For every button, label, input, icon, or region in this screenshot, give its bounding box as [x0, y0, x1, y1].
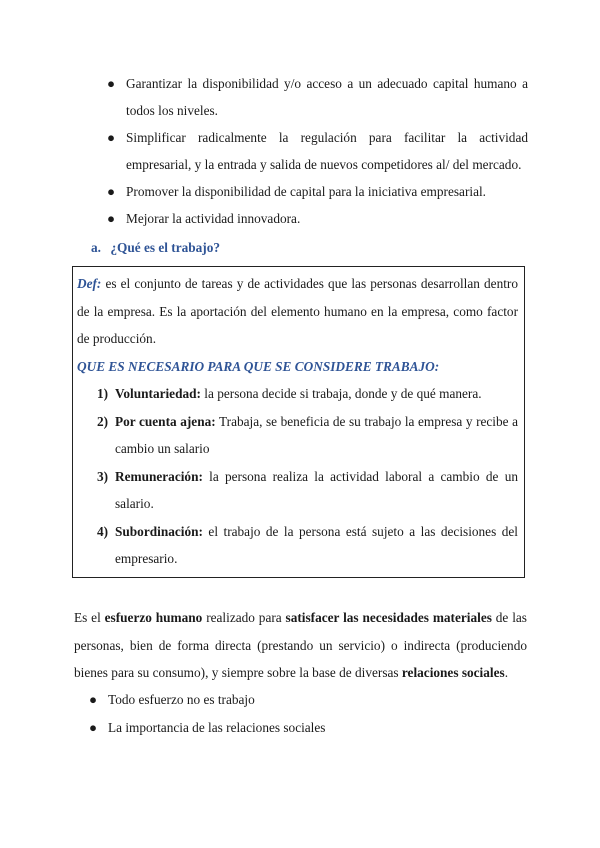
definition-text: es el conjunto de tareas y de actividades que las personas desarrollan dentro de la empresa. Es la aportación del elemento humano en la empresa, como factor de producción. — [77, 276, 518, 346]
list-item: ● Todo esfuerzo no es trabajo — [86, 686, 325, 714]
section-heading — [91, 234, 220, 261]
bullet-icon: ● — [89, 719, 98, 735]
section-letter: a. — [91, 240, 101, 255]
list-item: ● La importancia de las relaciones sociales — [86, 714, 325, 742]
bullet-icon: ● — [107, 76, 116, 91]
list-item: 4) Subordinación: el trabajo de la persona está sujeto a las decisiones del empresario. — [97, 523, 518, 566]
list-item: ● Mejorar la actividad innovadora. — [104, 205, 528, 232]
requirements-heading: QUE ES NECESARIO PARA QUE SE CONSIDERE TRABAJO: — [77, 358, 440, 374]
bullet-icon: ● — [107, 130, 116, 145]
list-item: ● Promover la disponibilidad de capital para la iniciativa empresarial. — [104, 178, 528, 205]
objectives-list — [104, 70, 528, 232]
notes-list — [86, 686, 325, 741]
bullet-icon: ● — [107, 184, 116, 199]
list-item: ● Simplificar radicalmente la regulación para facilitar la actividad empresarial, y la entrada y salida de nuevos competidores al/ del mercado. — [104, 124, 528, 178]
list-item: 3) Remuneración: la persona realiza la actividad laboral a cambio de un salario. — [97, 468, 518, 511]
work-description-paragraph: Es el esfuerzo humano realizado para satisfacer las necesidades materiales de las personas, bien de forma directa (prestando un servicio) o indirecta (produciendo bienes para su consumo), y siempre sobre la base de diversas relaciones sociales. — [74, 610, 527, 680]
definition-label: Def: — [77, 276, 102, 291]
list-item: 1) Voluntariedad: la persona decide si trabaja, donde y de qué manera. — [97, 386, 482, 401]
requirements-list — [77, 380, 518, 573]
definition-box — [72, 266, 525, 578]
definition-paragraph — [77, 270, 518, 353]
list-item: ● Garantizar la disponibilidad y/o acceso a un adecuado capital humano a todos los niveles. — [104, 70, 528, 124]
bullet-icon: ● — [89, 692, 98, 707]
section-title: ¿Qué es el trabajo? — [110, 240, 221, 255]
bullet-icon: ● — [107, 211, 116, 226]
list-item: 2) Por cuenta ajena: Trabaja, se beneficia de su trabajo la empresa y recibe a cambio un salario — [97, 413, 519, 456]
